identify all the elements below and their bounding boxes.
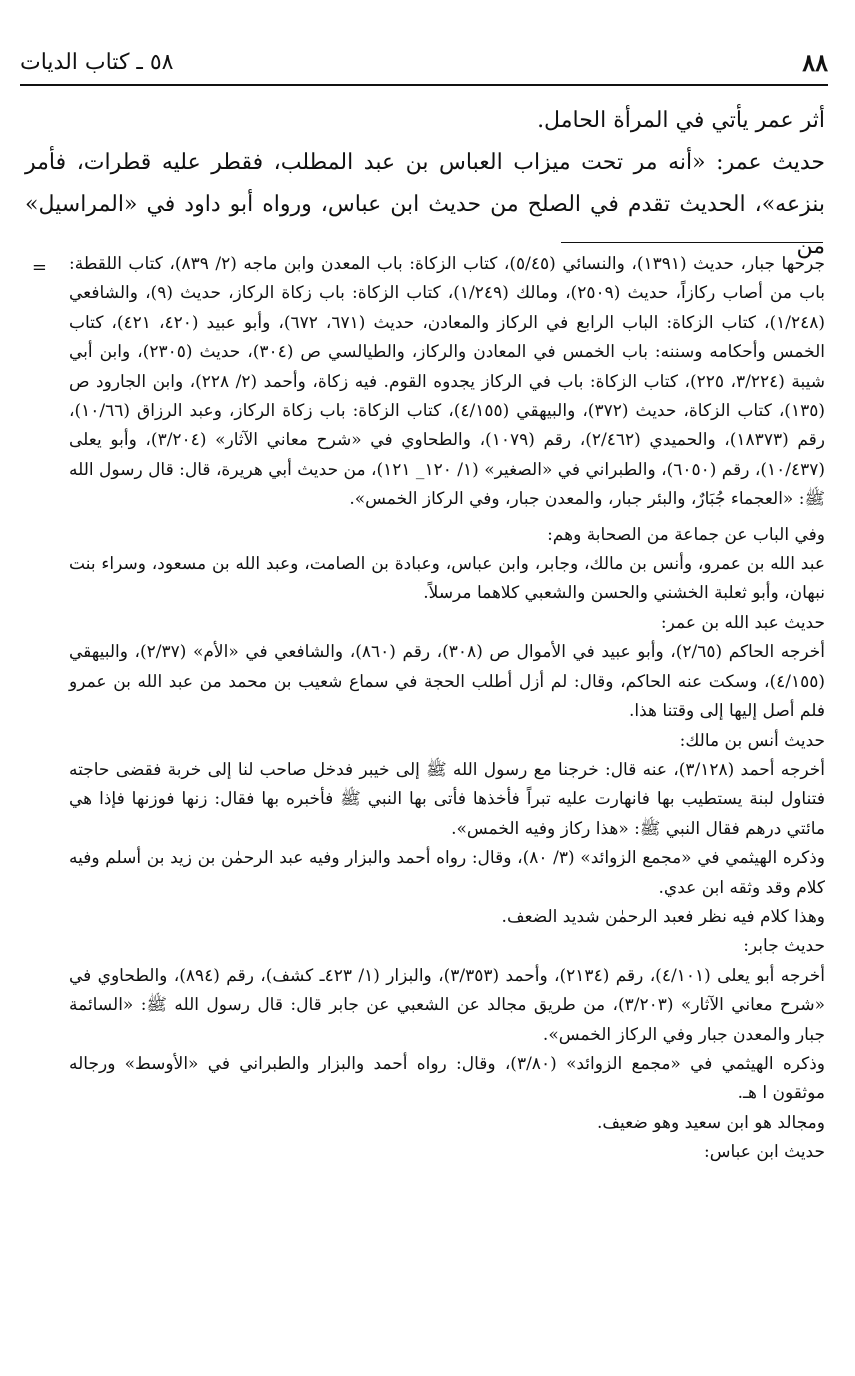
main-paragraph: حديث عمر: «أنه مر تحت ميزاب العباس بن عبد المطلب، فقطر عليه قطرات، فأمر بنزعه»، الحديث تقدم في الصلح من حديث ابن عباس، ورواه أبو داود في «المراسيل» من	[25, 150, 826, 259]
footnote-paragraph: أخرجه الحاكم (٢/٦٥)، وأبو عبيد في الأموال ص (٣٠٨)، رقم (٨٦٠)، والشافعي في «الأم» (٢/٣٧)، والبيهقي (٤/١٥٥)، وسكت عنه الحاكم، وقال: لم أزل أطلب الحجة في سماع شعيب بن محمد من عبد الله بن عمرو فلم أصل إليها إلى وقتنا هذا.	[69, 642, 825, 722]
header-divider	[20, 84, 828, 86]
footnote-paragraph: حديث عبد الله بن عمر:	[660, 612, 825, 633]
footnote-paragraph: ومجالد هو ابن سعيد وهو ضعيف.	[597, 1112, 825, 1133]
running-header	[20, 48, 828, 86]
footnote-paragraph: حديث ابن عباس:	[704, 1142, 825, 1163]
footnote-paragraph: جرحها جبار، حديث (١٣٩١)، والنسائي (٥/٤٥)، كتاب الزكاة: باب المعدن وابن ماجه (٢/ ٨٣٩)، كتاب اللقطة: باب من أصاب ركازاً، حديث (٢٥٠٩)، ومالك (١/٢٤٩)، كتاب الزكاة: باب زكاة الركاز، حديث (٩)، والشافعي (١/٢٤٨)، كتاب الزكاة: الباب الرابع في الركاز والمعادن، حديث (٦٧١، ٦٧٢)، وأبو عبيد (٤٢٠، ٤٢١)، كتاب الخمس وأحكامه وسننه: باب الخمس في المعادن والركاز، والطيالسي ص (٣٠٤)، حديث (٢٣٠٥)، وابن أبي شيبة (٣/٢٢٤، ٢٢٥)، كتاب الزكاة: باب في الركاز يجدوه القوم. فيه زكاة، وأحمد (٢/ ٢٢٨)، وابن الجارود ص (١٣٥)، كتاب الزكاة، حديث (٣٧٢)، والبيهقي (٤/١٥٥)، كتاب الزكاة: باب زكاة الركاز، وعبد الرزاق (١٠/٦٦)، رقم (١٨٣٧٣)، والحميدي (٢/٤٦٢)، رقم (١٠٧٩)، والطحاوي في «شرح معاني الآثار» (٣/٢٠٤)، وأبو يعلى (١٠/٤٣٧)، رقم (٦٠٥٠)، والطبراني في «الصغير» (١/ ١٢٠_ ١٢١)، من حديث أبي هريرة، قال: قال رسول الله ﷺ: «العجماء جُبَارٌ، والبئر جبار، والمعدن جبار، وفي الركاز الخمس».	[69, 254, 826, 510]
footnotes	[69, 250, 825, 1168]
footnote-paragraph: حديث أنس بن مالك:	[679, 730, 825, 751]
footnote-paragraph: حديث جابر:	[743, 936, 825, 957]
footnote-paragraph: وفي الباب عن جماعة من الصحابة وهم:	[547, 524, 825, 545]
footnote-paragraph: وذكره الهيثمي في «مجمع الزوائد» (٣/ ٨٠)، وقال: رواه أحمد والبزار وفيه عبد الرحمٰن بن زيد بن أسلم وفيه كلام وقد وثقه ابن عدي.	[69, 848, 825, 898]
main-paragraph: أثر عمر يأتي في المرأة الحامل.	[537, 108, 825, 133]
footnote-paragraph: أخرجه أبو يعلى (٤/١٠١)، رقم (٢١٣٤)، وأحمد (٣/٣٥٣)، والبزار (١/ ٤٢٣ـ كشف)، رقم (٨٩٤)، والطحاوي في «شرح معاني الآثار» (٣/٢٠٣)، من طريق مجالد عن الشعبي عن جابر قال: قال رسول الله ﷺ: «السائمة جبار والمعدن جبار وفي الركاز الخمس».	[69, 965, 826, 1045]
page-number: ٨٨	[802, 48, 828, 77]
book-title: ٥٨ ـ كتاب الديات	[20, 50, 174, 75]
footnote-continuation-mark: =	[31, 257, 47, 278]
footnote-paragraph: وهذا كلام فيه نظر فعبد الرحمٰن شديد الضعف.	[501, 906, 825, 927]
footnote-paragraph: عبد الله بن عمرو، وأنس بن مالك، وجابر، وابن عباس، وعبادة بن الصامت، وعبد الله بن مسعود، وسراء بنت نبهان، وأبو ثعلبة الخشني والحسن والشعبي كلاهما مرسلاً.	[69, 554, 825, 604]
footnote-paragraph: وذكره الهيثمي في «مجمع الزوائد» (٣/٨٠)، وقال: رواه أحمد والبزار والطبراني في «الأوسط» ورجاله موثقون ا هـ.	[69, 1053, 826, 1104]
footnote-divider	[561, 242, 823, 243]
footnote-paragraph: أخرجه أحمد (٣/١٢٨)، عنه قال: خرجنا مع رسول الله ﷺ إلى خيبر فدخل صاحب لنا إلى خربة فقضى حاجته فتناول لبنة يستطيب بها فانهارت عليه تبراً فأخذها فأتى بها النبي ﷺ فأخبره بها فقال: زنها فوزنها فإذا هي مائتي درهم فقال النبي ﷺ: «هذا ركاز وفيه الخمس».	[69, 759, 825, 839]
